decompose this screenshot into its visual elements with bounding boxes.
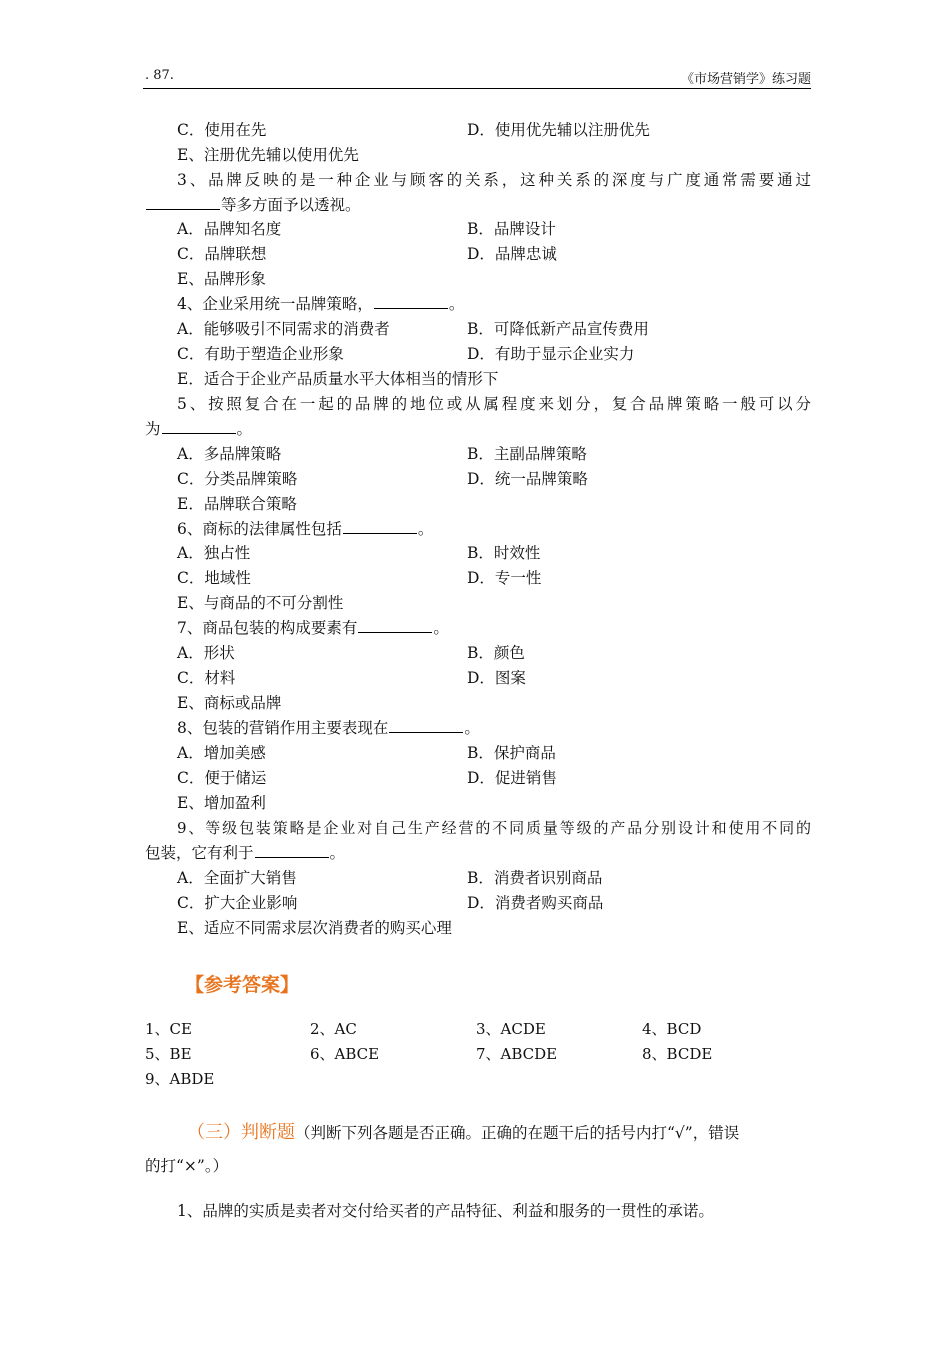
option-b: B．颜色 (467, 644, 525, 662)
option-d: D．统一品牌策略 (467, 470, 588, 488)
option-row (177, 891, 843, 915)
option-e: E、商标或品牌 (177, 694, 282, 712)
option-row (177, 566, 843, 590)
option-row (177, 641, 843, 665)
question-4-stem: 4、企业采用统一品牌策略， 。 (177, 292, 843, 316)
answer-item: 8、BCDE (642, 1045, 713, 1063)
answer-blank (146, 193, 220, 210)
question-9-stem: 9、等级包装策略是企业对自己生产经营的不同质量等级的产品分别设计和使用不同的 (177, 819, 811, 837)
option-c: C．地域性 (177, 569, 251, 587)
option-e: E、与商品的不可分割性 (177, 594, 344, 612)
section-3-title: （三）判断题 (187, 1122, 295, 1143)
question-5-stem-cont: 为 。 (145, 417, 811, 441)
option-row (177, 866, 843, 890)
question-3-stem-cont: 等多方面予以透视。 (145, 193, 811, 217)
option-c: C．材料 (177, 669, 236, 687)
option-e: E．品牌联合策略 (177, 495, 297, 513)
answer-blank (389, 716, 463, 733)
option-c: C．有助于塑造企业形象 (177, 345, 344, 363)
option-d: D．促进销售 (467, 769, 557, 787)
answer-blank (358, 616, 432, 633)
answer-item: 5、BE (145, 1045, 192, 1063)
judgement-item-1: 1、品牌的实质是卖者对交付给买者的产品特征、利益和服务的一贯性的承诺。 (177, 1202, 714, 1220)
option-row (177, 242, 843, 266)
question-3-stem: 3、品牌反映的是一种企业与顾客的关系，这种关系的深度与广度通常需要通过 (177, 171, 811, 189)
option-b: B．品牌设计 (467, 220, 556, 238)
answer-item: 7、ABCDE (476, 1045, 558, 1063)
option-d: D．专一性 (467, 569, 542, 587)
option-e: E、品牌形象 (177, 270, 266, 288)
option-a: A．全面扩大销售 (177, 869, 297, 887)
option-c: C．分类品牌策略 (177, 470, 298, 488)
option-e: E、增加盈利 (177, 794, 266, 812)
page-number: . 87. (145, 68, 174, 83)
option-d: D．有助于显示企业实力 (467, 345, 635, 363)
option-c: C．使用在先 (177, 121, 267, 139)
option-a: A．多品牌策略 (177, 445, 282, 463)
option-row (177, 342, 843, 366)
option-a: A．品牌知名度 (177, 220, 282, 238)
option-d: D．使用优先辅以注册优先 (467, 121, 650, 139)
section-3-instruction: （判断下列各题是否正确。正确的在题干后的括号内打“√”，错误 (295, 1124, 740, 1142)
question-8-stem: 8、包装的营销作用主要表现在 。 (177, 716, 843, 740)
answer-item: 3、ACDE (476, 1020, 546, 1038)
option-b: B．保护商品 (467, 744, 556, 762)
option-c: C．便于储运 (177, 769, 267, 787)
answer-item: 9、ABDE (145, 1070, 215, 1088)
option-b: B．可降低新产品宣传费用 (467, 320, 649, 338)
option-c: C．品牌联想 (177, 245, 267, 263)
option-d: D．品牌忠诚 (467, 245, 557, 263)
option-e: E、适应不同需求层次消费者的购买心理 (177, 919, 452, 937)
option-e: E、注册优先辅以使用优先 (177, 146, 359, 164)
answer-blank (255, 841, 329, 858)
answer-item: 1、CE (145, 1020, 192, 1038)
option-d: D．图案 (467, 669, 526, 687)
section-3-instruction-cont: 的打“×”。） (145, 1157, 229, 1175)
answer-blank (374, 292, 448, 309)
answers-heading: 【参考答案】 (185, 974, 300, 996)
option-a: A．能够吸引不同需求的消费者 (177, 320, 390, 338)
section-3-header (145, 1119, 811, 1147)
book-title: 《市场营销学》练习题 (680, 72, 811, 87)
answer-blank (343, 517, 417, 534)
option-b: B．时效性 (467, 544, 541, 562)
answer-blank (162, 417, 236, 434)
option-row (177, 317, 843, 341)
option-row (177, 442, 843, 466)
question-5-stem: 5、按照复合在一起的品牌的地位或从属程度来划分，复合品牌策略一般可以分 (177, 395, 811, 413)
page-header (143, 64, 811, 89)
option-row (177, 217, 843, 241)
option-row (177, 766, 843, 790)
option-row (177, 666, 843, 690)
answer-item: 6、ABCE (310, 1045, 380, 1063)
option-a: A．增加美感 (177, 744, 266, 762)
question-9-stem-cont: 包装，它有利于 。 (145, 841, 811, 865)
option-b: B．主副品牌策略 (467, 445, 587, 463)
answer-item: 2、AC (310, 1020, 357, 1038)
option-e: E．适合于企业产品质量水平大体相当的情形下 (177, 370, 499, 388)
option-c: C．扩大企业影响 (177, 894, 298, 912)
question-7-stem: 7、商品包装的构成要素有 。 (177, 616, 843, 640)
question-6-stem: 6、商标的法律属性包括 。 (177, 517, 843, 541)
option-a: A．独占性 (177, 544, 251, 562)
option-row (177, 467, 843, 491)
option-b: B．消费者识别商品 (467, 869, 603, 887)
option-row (177, 118, 843, 142)
option-row (177, 541, 843, 565)
option-a: A．形状 (177, 644, 235, 662)
option-row (177, 741, 843, 765)
answer-item: 4、BCD (642, 1020, 702, 1038)
option-d: D．消费者购买商品 (467, 894, 604, 912)
